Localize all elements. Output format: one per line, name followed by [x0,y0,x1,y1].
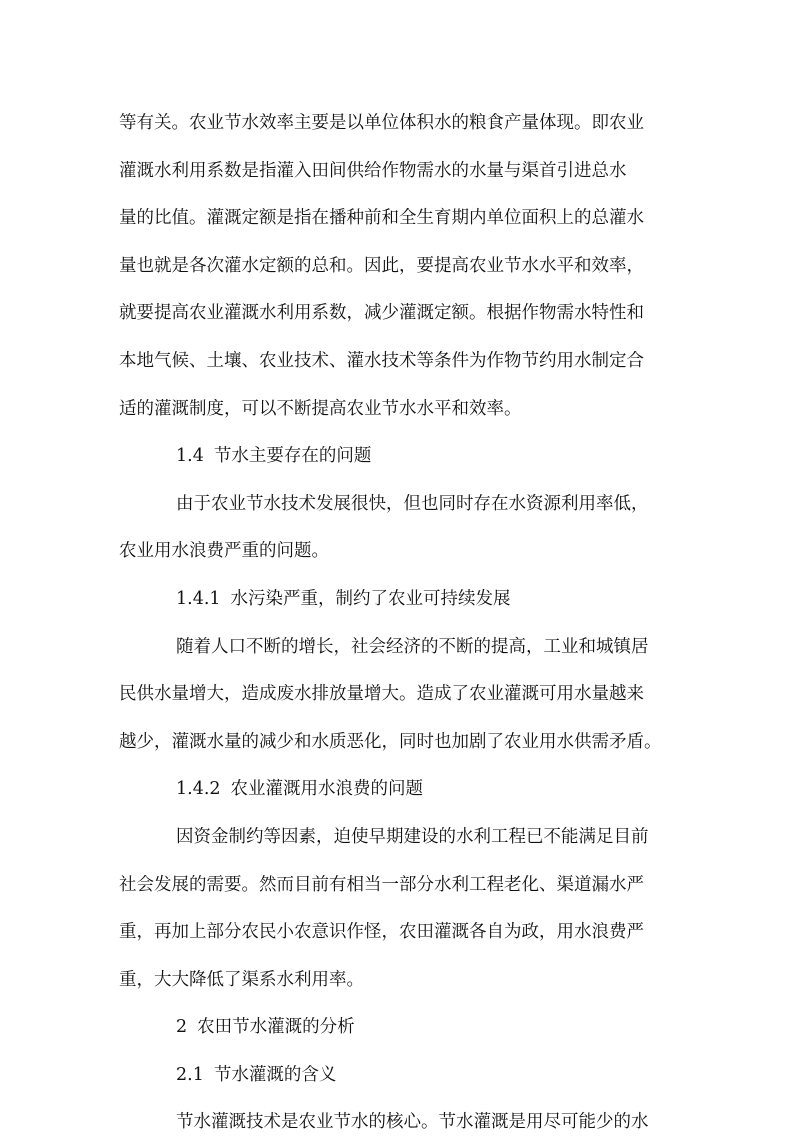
paragraph-line: 节水灌溉技术是农业节水的核心。节水灌溉是用尽可能少的水 [176,1112,649,1133]
paragraph-line: 重，大大降低了渠系水利用率。 [119,969,364,990]
section-title: 节水灌溉的含义 [213,1064,337,1085]
section-number: 2 [176,1017,188,1038]
paragraph-line: 社会发展的需要。然而目前有相当一部分水利工程老化、渠道漏水严 [119,874,644,895]
paragraph-line: 随着人口不断的增长，社会经济的不断的提高，工业和城镇居 [176,636,649,657]
paragraph-line: 民供水量增大，造成废水排放量增大。造成了农业灌溉可用水量越来 [119,684,644,705]
paragraph-line: 量也就是各次灌水定额的总和。因此，要提高农业节水水平和效率， [119,255,644,276]
paragraph-line: 量的比值。灌溉定额是指在播种前和全生育期内单位面积上的总灌水 [119,208,644,229]
paragraph-line: 由于农业节水技术发展很快，但也同时存在水资源利用率低， [176,493,649,514]
section-number: 1.4 [176,446,204,467]
paragraph-line: 等有关。农业节水效率主要是以单位体积水的粮食产量体现。即农业 [119,113,644,133]
section-number: 2.1 [176,1064,204,1085]
section-title: 节水主要存在的问题 [213,446,372,467]
paragraph-line: 重，再加上部分农民小农意识作怪，农田灌溉各自为政，用水浪费严 [119,922,644,943]
paragraph-line: 灌溉水利用系数是指灌入田间供给作物需水的水量与渠首引进总水 [119,160,627,181]
section-title: 水污染严重，制约了农业可持续发展 [230,588,511,609]
paragraph-line: 越少，灌溉水量的减少和水质恶化，同时也加剧了农业用水供需矛盾。 [119,731,662,752]
section-number: 1.4.1 [176,588,221,609]
section-heading-1-4 [119,433,679,481]
section-heading-2 [119,1004,679,1052]
section-title: 农业灌溉用水浪费的问题 [230,779,424,800]
section-heading-2-1 [119,1052,679,1100]
paragraph-line: 农业用水浪费严重的问题。 [119,541,329,562]
document-body [119,100,679,1147]
paragraph-line: 就要提高农业灌溉水利用系数，减少灌溉定额。根据作物需水特性和 [119,303,644,324]
section-title: 农田节水灌溉的分析 [197,1017,355,1038]
paragraph-line: 因资金制约等因素，迫使早期建设的水利工程已不能满足目前 [176,826,649,847]
section-heading-1-4-1 [119,576,679,624]
section-heading-1-4-2 [119,766,679,814]
section-number: 1.4.2 [176,779,221,800]
paragraph-line: 本地气候、土壤、农业技术、灌水技术等条件为作物节约用水制定合 [119,350,644,371]
paragraph-line: 适的灌溉制度，可以不断提高农业节水水平和效率。 [119,398,522,419]
